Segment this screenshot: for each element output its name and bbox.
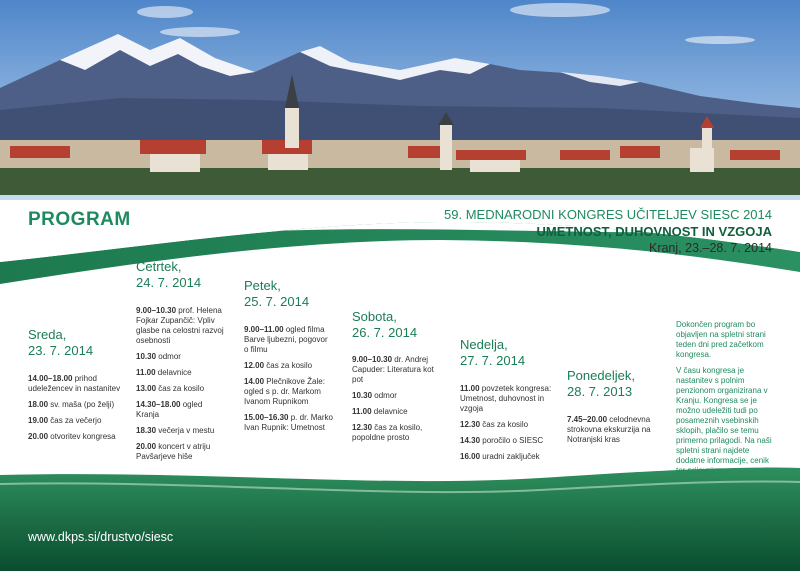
item-time: 9.00–11.00 [244, 325, 284, 334]
item-text: čas za kosilo, popoldne prosto [352, 423, 423, 442]
day-name: Četrtek, [136, 259, 182, 274]
schedule-saturday [352, 355, 456, 449]
note-paragraph: V času kongresa je nastanitev s polnim penzionom organizirana v Kranju. Kongresa se je možno udeležiti tudi po posameznih vsebinskih sklopih, plačilo se temu primerno prilagodi. Na naši spletni strani najdete dodatne informacije, cenik ter prijavnico. [676, 366, 772, 475]
schedule-item [136, 400, 240, 420]
schedule-item [352, 391, 456, 401]
item-text: dr. Andrej Capuder: Literatura kot pot [352, 355, 434, 384]
schedule-item [244, 413, 348, 433]
day-date: 23. 7. 2014 [28, 343, 94, 358]
item-text: ogled Kranja [136, 400, 203, 419]
day-date: 27. 7. 2014 [460, 353, 526, 368]
schedule-thursday [136, 306, 240, 468]
schedule-item [28, 416, 132, 426]
schedule-item [28, 374, 132, 394]
day-date: 28. 7. 2013 [567, 384, 633, 399]
day-name: Petek, [244, 278, 281, 293]
schedule-item [136, 368, 240, 378]
item-text: delavnice [371, 407, 408, 416]
congress-header [392, 207, 772, 255]
item-time: 14.30 [460, 436, 481, 445]
item-text: odmor [372, 391, 397, 400]
day-date: 24. 7. 2014 [136, 275, 202, 290]
item-text: koncert v atriju Pavšarjeve hiše [136, 442, 211, 461]
item-time: 7.45–20.00 [567, 415, 608, 424]
day-heading-thursday [136, 259, 201, 291]
day-name: Ponedeljek, [567, 368, 635, 383]
note-paragraph: Dokončen program bo objavljen na spletni strani teden dni pred začetkom kongresa. [676, 320, 766, 359]
item-text: prof. Helena Fojkar Zupančič: Vpliv glasbe na celostni razvoj osebnosti [136, 306, 224, 345]
schedule-item [244, 377, 348, 407]
schedule-item [460, 436, 564, 446]
day-name: Sreda, [28, 327, 67, 342]
item-text: povzetek kongresa: Umetnost, duhovnost in vzgoja [460, 384, 552, 413]
schedule-item [460, 384, 564, 414]
day-heading-wednesday [28, 327, 93, 359]
day-heading-friday [244, 278, 309, 310]
item-text: odmor [156, 352, 181, 361]
program-title: PROGRAM [28, 209, 131, 230]
item-text: čas za kosilo [480, 420, 529, 429]
item-time: 20.00 [136, 442, 157, 451]
info-notes [676, 320, 776, 482]
item-text: čas za kosilo [264, 361, 313, 370]
item-time: 14.00 [244, 377, 265, 386]
item-time: 11.00 [136, 368, 156, 377]
schedule-item [136, 352, 240, 362]
day-name: Sobota, [352, 309, 397, 324]
item-text: poročilo o SIESC [480, 436, 544, 445]
item-time: 10.30 [352, 391, 373, 400]
schedule-item [352, 423, 456, 443]
schedule-wednesday [28, 374, 132, 448]
item-text: prihod udeležencev in nastanitev [28, 374, 121, 393]
schedule-item [352, 407, 456, 417]
day-date: 26. 7. 2014 [352, 325, 418, 340]
item-time: 12.30 [352, 423, 373, 432]
item-time: 18.30 [136, 426, 157, 435]
item-time: 15.00–16.30 [244, 413, 289, 422]
item-text: delavnice [155, 368, 192, 377]
item-time: 9.00–10.30 [136, 306, 177, 315]
item-text: čas za večerjo [48, 416, 102, 425]
item-time: 13.00 [136, 384, 157, 393]
item-time: 16.00 [460, 452, 481, 461]
schedule-sunday [460, 384, 564, 468]
congress-theme: UMETNOST, DUHOVNOST IN VZGOJA [536, 224, 772, 239]
schedule-item [136, 306, 240, 346]
schedule-item [28, 432, 132, 442]
item-time: 11.00 [352, 407, 372, 416]
item-text: sv. maša (po želji) [48, 400, 115, 409]
schedule-friday [244, 325, 348, 439]
schedule-monday [567, 415, 667, 451]
day-heading-saturday [352, 309, 417, 341]
item-time: 11.00 [460, 384, 480, 393]
item-time: 12.30 [460, 420, 481, 429]
item-time: 14.30–18.00 [136, 400, 181, 409]
item-text: večerja v mestu [156, 426, 215, 435]
item-time: 14.00–18.00 [28, 374, 73, 383]
item-time: 12.00 [244, 361, 265, 370]
item-text: čas za kosilo [156, 384, 205, 393]
item-time: 19.00 [28, 416, 49, 425]
day-name: Nedelja, [460, 337, 508, 352]
item-text: uradni zaključek [480, 452, 540, 461]
schedule-item [244, 361, 348, 371]
item-time: 18.00 [28, 400, 49, 409]
schedule-item [28, 400, 132, 410]
schedule-item [352, 355, 456, 385]
item-text: Plečnikove Žale: ogled s p. dr. Markom Ivanom Rupnikom [244, 377, 325, 406]
item-time: 10.30 [136, 352, 157, 361]
schedule-item [244, 325, 348, 355]
item-text: p. dr. Marko Ivan Rupnik: Umetnost [244, 413, 333, 432]
item-time: 9.00–10.30 [352, 355, 393, 364]
item-time: 20.00 [28, 432, 49, 441]
congress-place-date: Kranj, 23.–28. 7. 2014 [648, 241, 772, 255]
congress-name: 59. MEDNARODNI KONGRES UČITELJEV SIESC 2014 [444, 207, 772, 222]
footer-url[interactable]: www.dkps.si/drustvo/siesc [28, 530, 174, 544]
day-heading-sunday [460, 337, 525, 369]
schedule-item [136, 442, 240, 462]
schedule-item [136, 426, 240, 436]
schedule-item [136, 384, 240, 394]
day-date: 25. 7. 2014 [244, 294, 310, 309]
item-text: otvoritev kongresa [48, 432, 116, 441]
item-text: celodnevna strokovna ekskurzija na Notranjski kras [567, 415, 651, 444]
day-heading-monday [567, 368, 635, 400]
schedule-item [567, 415, 667, 445]
item-text: ogled filma Barve ljubezni, pogovor o filmu [244, 325, 328, 354]
schedule-item [460, 420, 564, 430]
schedule-item [460, 452, 564, 462]
